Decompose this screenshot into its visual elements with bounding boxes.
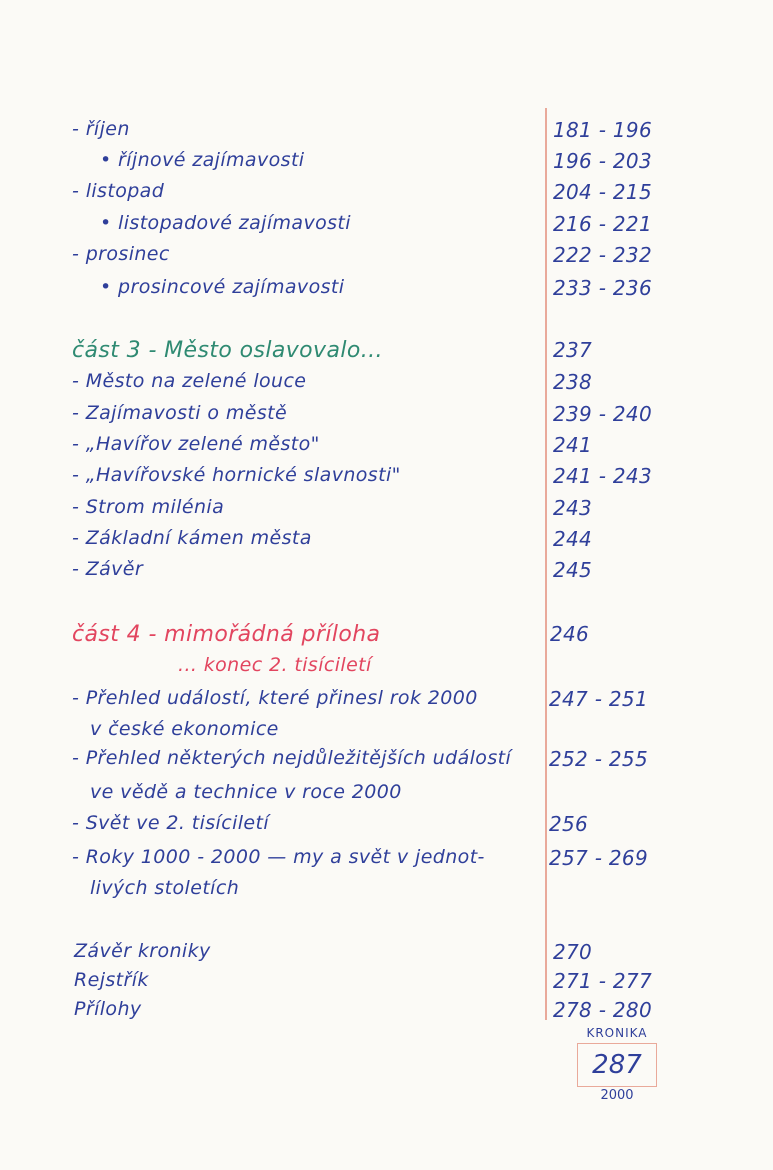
toc-label: - „Havířovské hornické slavnosti" xyxy=(72,464,401,486)
section-heading: část 3 - Město oslavovalo... xyxy=(72,338,383,363)
toc-label: - „Havířov zelené město" xyxy=(72,433,320,455)
toc-label: - Roky 1000 - 2000 — my a svět v jednot- xyxy=(72,846,485,868)
stamp-year: 2000 xyxy=(600,1088,634,1103)
toc-row-part4-item-cont xyxy=(0,877,773,907)
toc-row-part4 xyxy=(0,622,773,652)
toc-label: - Město na zelené louce xyxy=(72,370,307,392)
toc-row-end xyxy=(0,998,773,1028)
toc-pages: 216 - 221 xyxy=(553,212,652,236)
toc-pages: 239 - 240 xyxy=(553,402,652,426)
toc-row-part4-item-cont xyxy=(0,718,773,748)
toc-label: - Základní kámen města xyxy=(72,527,312,549)
toc-pages: 237 xyxy=(553,338,593,362)
toc-row-part3-item xyxy=(0,464,773,494)
toc-label: - Přehled událostí, které přinesl rok 2000 xyxy=(72,687,478,709)
toc-row-part4-item xyxy=(0,846,773,876)
toc-pages: 257 - 269 xyxy=(549,846,648,870)
toc-row-part3-item xyxy=(0,370,773,400)
toc-label: • listopadové zajímavosti xyxy=(100,212,351,234)
toc-pages: 243 xyxy=(553,496,593,520)
toc-label: Rejstřík xyxy=(74,969,149,991)
toc-label: Přílohy xyxy=(74,998,142,1020)
toc-label-cont: livých stoletích xyxy=(90,877,240,899)
toc-row-part4-item-cont xyxy=(0,781,773,811)
toc-row-part4-item xyxy=(0,747,773,777)
toc-label: Závěr kroniky xyxy=(74,940,211,962)
toc-row-part4-item xyxy=(0,812,773,842)
toc-row-part3-item xyxy=(0,496,773,526)
toc-pages: 204 - 215 xyxy=(553,180,652,204)
toc-row-part3-item xyxy=(0,402,773,432)
page-number: 287 xyxy=(592,1050,642,1080)
toc-pages: 271 - 277 xyxy=(553,969,652,993)
toc-label-cont: ve vědě a technice v roce 2000 xyxy=(90,781,402,803)
toc-pages: 244 xyxy=(553,527,593,551)
toc-label: - listopad xyxy=(72,180,165,202)
toc-pages: 181 - 196 xyxy=(553,118,652,142)
toc-pages: 247 - 251 xyxy=(549,687,648,711)
toc-row-end xyxy=(0,940,773,970)
toc-pages: 278 - 280 xyxy=(553,998,652,1022)
toc-row-part3-item xyxy=(0,558,773,588)
toc-row-october-sub xyxy=(0,149,773,179)
toc-pages: 241 - 243 xyxy=(553,464,652,488)
toc-pages: 241 xyxy=(553,433,593,457)
toc-label-cont: v české ekonomice xyxy=(90,718,279,740)
section-subheading: ... konec 2. tisíciletí xyxy=(178,654,372,676)
stamp-title: KRONIKA xyxy=(586,1026,648,1040)
toc-pages: 252 - 255 xyxy=(549,747,648,771)
toc-row-part3-item xyxy=(0,433,773,463)
toc-pages: 256 xyxy=(549,812,589,836)
toc-label: • říjnové zajímavosti xyxy=(100,149,305,171)
toc-pages: 245 xyxy=(553,558,593,582)
toc-label: - říjen xyxy=(72,118,130,140)
toc-row-end xyxy=(0,969,773,999)
toc-label: - Přehled některých nejdůležitějších událostí xyxy=(72,747,512,769)
toc-row-part3-item xyxy=(0,527,773,557)
toc-pages: 246 xyxy=(550,622,590,646)
toc-label: - Strom milénia xyxy=(72,496,225,518)
toc-pages: 238 xyxy=(553,370,593,394)
toc-row-part4-item xyxy=(0,687,773,717)
toc-pages: 222 - 232 xyxy=(553,243,652,267)
toc-pages: 196 - 203 xyxy=(553,149,652,173)
toc-row-december xyxy=(0,243,773,273)
toc-label: - Svět ve 2. tisíciletí xyxy=(72,812,270,834)
toc-row-part3 xyxy=(0,338,773,368)
toc-pages: 270 xyxy=(553,940,593,964)
toc-pages: 233 - 236 xyxy=(553,276,652,300)
toc-label: - Závěr xyxy=(72,558,144,580)
toc-label: - Zajímavosti o městě xyxy=(72,402,288,424)
toc-row-november-sub xyxy=(0,212,773,242)
toc-label: • prosincové zajímavosti xyxy=(100,276,345,298)
toc-row-october xyxy=(0,118,773,148)
toc-row-december-sub xyxy=(0,276,773,306)
section-heading: část 4 - mimořádná příloha xyxy=(72,622,381,647)
toc-label: - prosinec xyxy=(72,243,170,265)
toc-row-part4-subtitle xyxy=(0,654,773,684)
toc-row-november xyxy=(0,180,773,210)
